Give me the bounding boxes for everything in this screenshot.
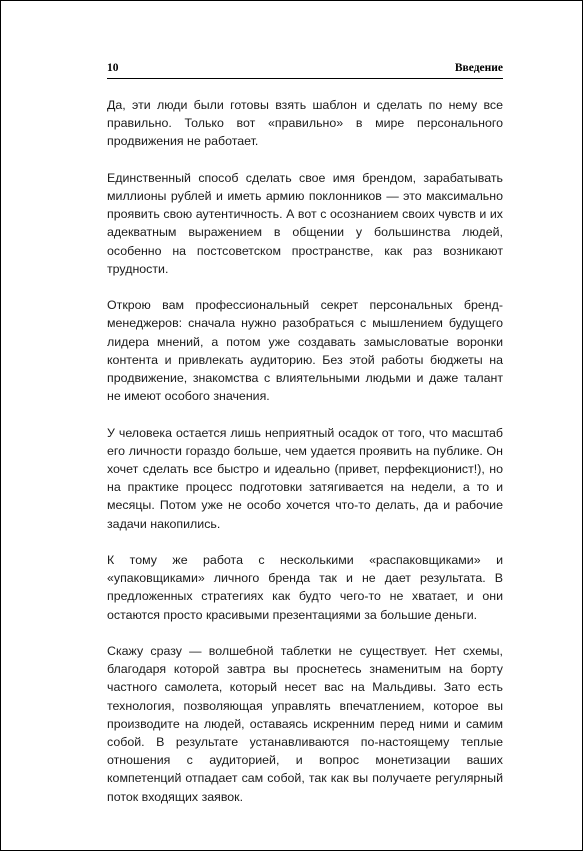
running-head xyxy=(107,60,503,79)
paragraph-4: У человека остается лишь неприятный осадок от того, что масштаб его личности гораздо больше, чем удается проявить на публике. Он хочет сделать все быстро и идеально (привет, перфекционист!), но на практике процесс подготовки затягивается на недели, а то и месяцы. Потом уже не особо хочется что-то делать, да и рабочие задачи накопились. xyxy=(107,425,503,531)
chapter-title: Введение xyxy=(454,62,503,74)
paragraph-3: Открою вам профессиональный секрет персональных бренд-менеджеров: сначала нужно разобраться с мышлением будущего лидера мнений, а потом уже создавать замысловатые воронки контента и привлекать аудиторию. Без этой работы бюджеты на продвижение, знакомства с влиятельными людьми и даже талант не имеют особого значения. xyxy=(107,298,503,404)
paragraph-2: Единственный способ сделать свое имя брендом, зарабатывать миллионы рублей и иметь армию поклонников — это максимально проявить свою аутентичность. А вот с осознанием своих чувств и их адекватным выражением в общении у большинства людей, особенно на постсоветском пространстве, как раз возникают трудности. xyxy=(107,170,503,276)
paragraph-6: Скажу сразу — волшебной таблетки не существует. Нет схемы, благодаря которой завтра вы проснетесь знаменитым на борту частного самолета, который несет вас на Мальдивы. Зато есть технология, позволяющая управлять впечатлением, которое вы производите на людей, оставаясь искренним перед ними и самим собой. В результате устанавливаются по-настоящему теплые отношения с аудиторией, и вопрос монетизации ваших компетенций отпадает сам собой, так как вы получаете регулярный поток входящих заявок. xyxy=(107,644,503,804)
body-text xyxy=(107,96,503,806)
page-number: 10 xyxy=(107,62,119,74)
paragraph-5: К тому же работа с несколькими «распаковщиками» и «упаковщиками» личного бренда так и не дает результата. В предложенных стратегиях как будто чего-то не хватает, и они остаются просто красивыми презентациями за большие деньги. xyxy=(107,553,503,622)
paragraph-1: Да, эти люди были готовы взять шаблон и сделать по нему все правильно. Только вот «правильно» в мире персонального продвижения не работает. xyxy=(107,98,503,149)
